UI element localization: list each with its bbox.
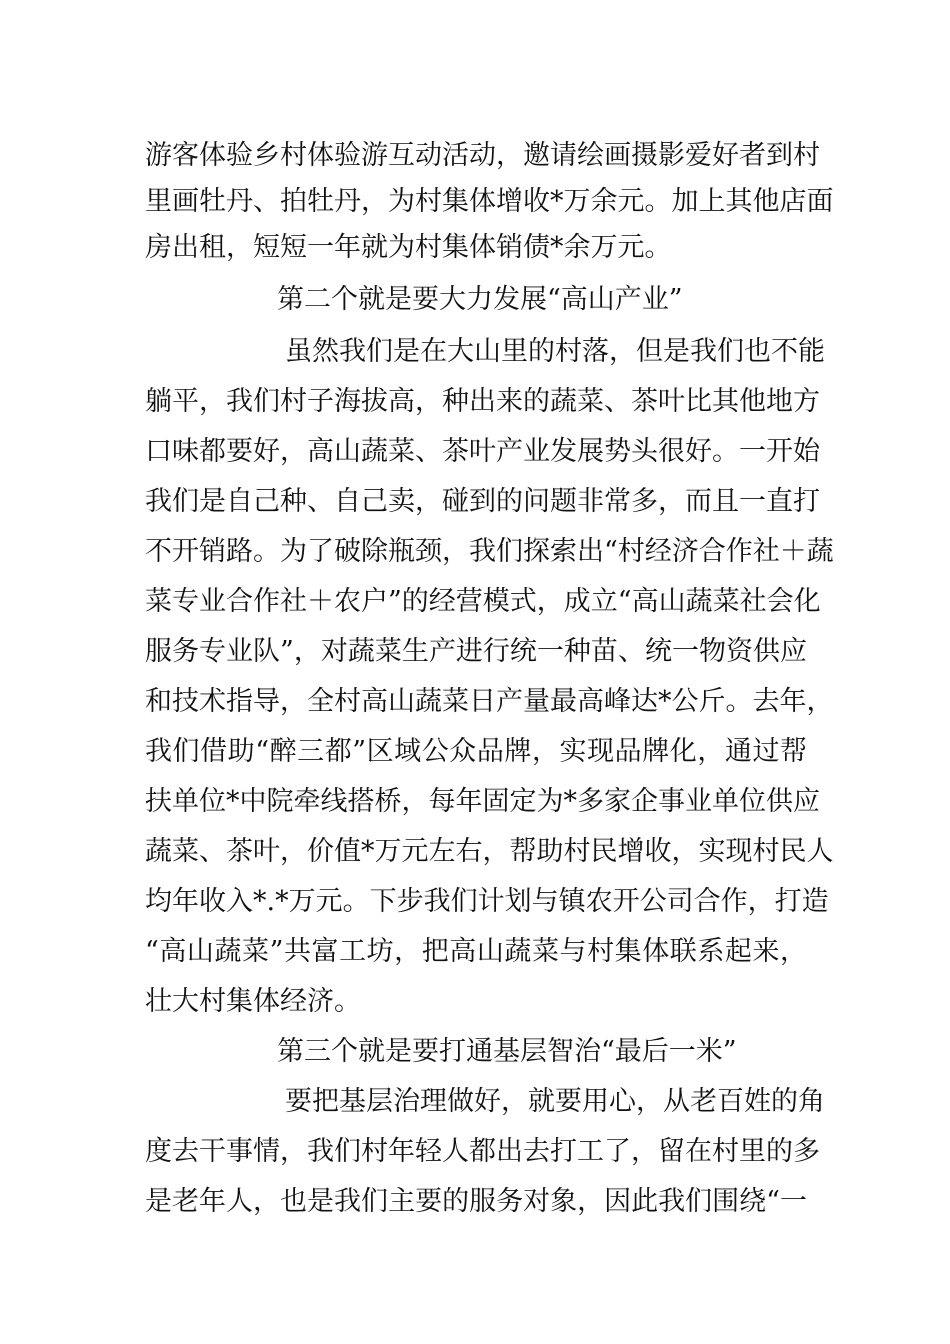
body-text-line: 蔬菜、茶叶，价值*万元左右，帮助村民增收，实现村民人 xyxy=(145,836,834,867)
body-text-line: 和技术指导，全村高山蔬菜日产量最高峰达*公斤。去年， xyxy=(145,686,834,717)
section-heading: 第三个就是要打通基层智治“最后一米” xyxy=(277,1036,737,1067)
body-text-line: 虽然我们是在大山里的村落，但是我们也不能 xyxy=(285,336,825,367)
body-text-line: 房出租，短短一年就为村集体销债*余万元。 xyxy=(145,232,672,263)
body-text-line: 度去干事情，我们村年轻人都出去打工了，留在村里的多 xyxy=(145,1136,820,1167)
body-text-line: 菜专业合作社＋农户”的经营模式，成立“高山蔬菜社会化 xyxy=(145,586,821,617)
body-text-line: 服务专业队”，对蔬菜生产进行统一种苗、统一物资供应 xyxy=(145,636,807,667)
body-text-line: 里画牡丹、拍牡丹，为村集体增收*万余元。加上其他店面 xyxy=(145,186,834,217)
body-text-line: 壮大村集体经济。 xyxy=(145,986,361,1017)
body-text-line: 均年收入*.*万元。下步我们计划与镇农开公司合作，打造 xyxy=(145,886,829,917)
body-text-line: 是老年人，也是我们主要的服务对象，因此我们围绕“一 xyxy=(145,1186,807,1217)
body-text-line: 要把基层治理做好，就要用心，从老百姓的角 xyxy=(285,1086,825,1117)
section-heading: 第二个就是要大力发展“高山产业” xyxy=(277,284,683,315)
body-text-line: 我们是自己种、自己卖，碰到的问题非常多，而且一直打 xyxy=(145,486,820,517)
body-text-line: 我们借助“醉三都”区域公众品牌，实现品牌化，通过帮 xyxy=(145,736,807,767)
body-text-line: “高山蔬菜”共富工坊，把高山蔬菜与村集体联系起来， xyxy=(145,936,807,967)
body-text-line: 不开销路。为了破除瓶颈，我们探索出“村经济合作社＋蔬 xyxy=(145,536,834,567)
body-text-line: 口味都要好，高山蔬菜、茶叶产业发展势头很好。一开始 xyxy=(145,436,820,467)
body-text-line: 游客体验乡村体验游互动活动，邀请绘画摄影爱好者到村 xyxy=(145,140,820,171)
body-text-line: 扶单位*中院牵线搭桥，每年固定为*多家企事业单位供应 xyxy=(145,786,820,817)
body-text-line: 躺平，我们村子海拔高，种出来的蔬菜、茶叶比其他地方 xyxy=(145,386,820,417)
